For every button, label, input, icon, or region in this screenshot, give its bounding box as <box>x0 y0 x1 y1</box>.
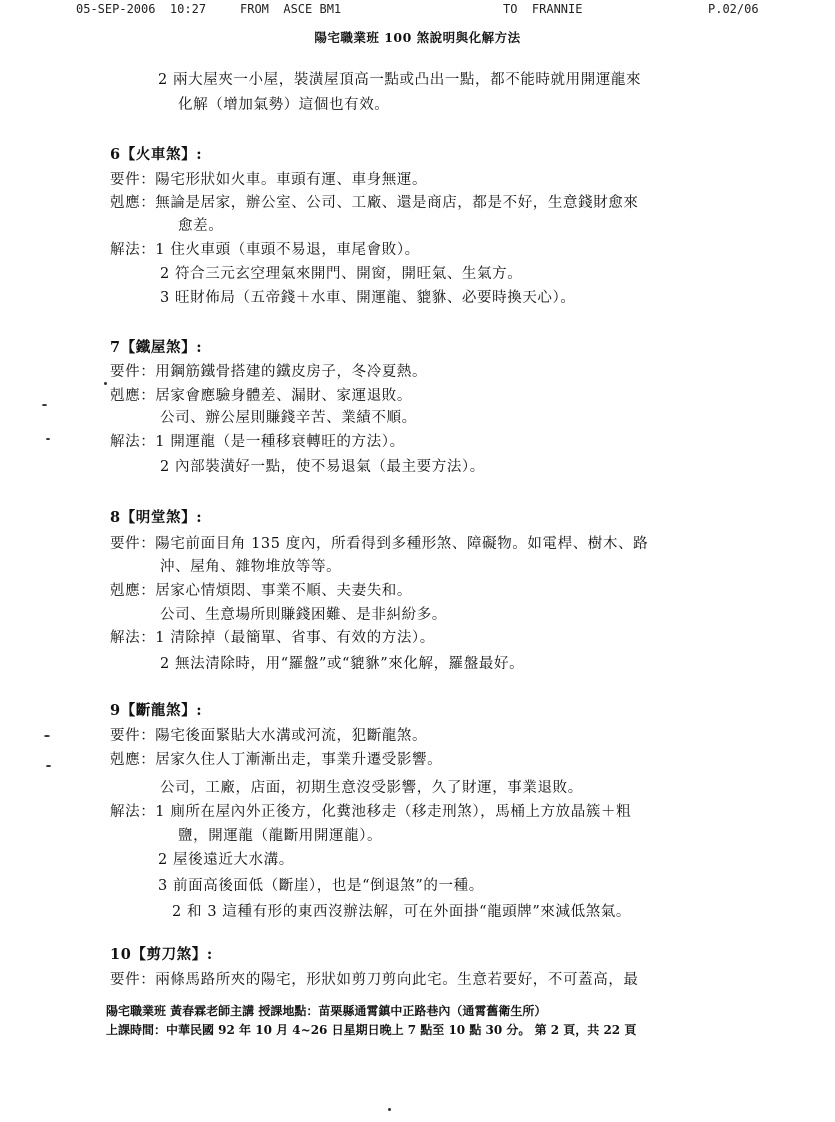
section-9-solution-4: 2 和 3 這種有形的東西沒辦法解，可在外面掛“龍頭牌”來減低煞氣。 <box>172 904 632 920</box>
section-7-effect-2: 公司、辦公屋則賺錢辛苦、業績不順。 <box>160 410 417 426</box>
section-8-effect-1: 剋應：居家心情煩悶、事業不順、夫妻失和。 <box>110 583 412 599</box>
section-7-solution-1: 解法：1 開運龍（是一種移衰轉旺的方法）。 <box>110 434 405 450</box>
scan-speck <box>42 404 47 406</box>
section-9-effect-2: 公司，工廠，店面，初期生意沒受影響，久了財運，事業退敗。 <box>160 780 583 796</box>
fax-to: TO FRANNIE <box>503 2 583 16</box>
section-7-solution-2: 2 內部裝潢好一點，使不易退氣（最主要方法）。 <box>160 459 485 475</box>
intro-line-2: 化解（增加氣勢）這個也有效。 <box>178 97 390 113</box>
scan-speck <box>46 765 51 767</box>
section-8-requirement-1: 要件：陽宅前面目角 135 度內，所看得到多種形煞、障礙物。如電桿、樹木、路 <box>110 536 649 552</box>
section-7-effect-1: 剋應：居家會應驗身體差、漏財、家運退敗。 <box>110 388 412 404</box>
scan-speck <box>104 382 107 385</box>
fax-page: P.02/06 <box>708 2 759 16</box>
section-9-solution-2: 2 屋後遠近大水溝。 <box>158 852 294 868</box>
section-10-requirement: 要件：兩條馬路所夾的陽宅，形狀如剪刀剪向此宅。生意若要好，不可蓋高，最 <box>110 972 639 988</box>
footer-course-info: 陽宅職業班 黃春霖老師主講 授課地點：苗栗縣通霄鎮中正路巷內（通霄舊衛生所） <box>106 1004 547 1018</box>
section-9-effect-1: 剋應：居家久住人丁漸漸出走，事業升遷受影響。 <box>110 752 443 768</box>
section-6-requirement: 要件：陽宅形狀如火車。車頭有運、車身無運。 <box>110 172 428 188</box>
section-10-heading: 10【剪刀煞】: <box>110 946 213 963</box>
scan-speck <box>388 1108 391 1111</box>
footer-schedule-page: 上課時間：中華民國 92 年 10 月 4~26 日星期日晚上 7 點至 10 點 30 分。 第 2 頁，共 22 頁 <box>106 1023 637 1037</box>
section-6-effect-1: 剋應：無論是居家，辦公室、公司、工廠、還是商店，都是不好，生意錢財愈來 <box>110 195 639 211</box>
fax-header <box>0 2 835 20</box>
scan-speck <box>46 438 50 440</box>
intro-line-1: 2 兩大屋夾一小屋，裝潢屋頂高一點或凸出一點，都不能時就用開運龍來 <box>158 72 642 88</box>
section-9-solution-1: 解法：1 廁所在屋內外正後方，化糞池移走（移走刑煞），馬桶上方放晶簇＋粗 <box>110 804 632 820</box>
section-6-effect-2: 愈差。 <box>178 218 224 234</box>
section-8-solution-1: 解法：1 清除掉（最簡單、省事、有效的方法）。 <box>110 630 435 646</box>
fax-from: FROM ASCE BM1 <box>240 2 342 16</box>
section-8-heading: 8【明堂煞】: <box>110 509 203 526</box>
section-8-solution-2: 2 無法清除時，用“羅盤”或“貔貅”來化解，羅盤最好。 <box>160 656 525 672</box>
section-7-requirement: 要件：用鋼筋鐵骨搭建的鐵皮房子，冬冷夏熱。 <box>110 364 428 380</box>
section-6-solution-2: 2 符合三元玄空理氣來開門、開窗，開旺氣、生氣方。 <box>160 266 523 282</box>
section-9-heading: 9【斷龍煞】: <box>110 702 203 719</box>
section-8-effect-2: 公司、生意場所則賺錢困難、是非糾紛多。 <box>160 607 447 623</box>
section-6-heading: 6【火車煞】: <box>110 146 203 163</box>
fax-datetime: 05-SEP-2006 10:27 <box>76 2 207 16</box>
scan-speck <box>44 735 50 737</box>
section-8-requirement-2: 沖、屋角、雜物堆放等等。 <box>160 559 342 575</box>
section-9-solution-1b: 鹽，開運龍（龍斷用開運龍）。 <box>178 828 383 844</box>
section-6-solution-3: 3 旺財佈局（五帝錢＋水車、開運龍、貔貅、必要時換天心）。 <box>160 290 576 306</box>
section-9-solution-3: 3 前面高後面低（斷崖），也是“倒退煞”的一種。 <box>158 878 484 894</box>
section-7-heading: 7【鐵屋煞】: <box>110 339 203 356</box>
document-title: 陽宅職業班 100 煞說明與化解方法 <box>314 30 521 45</box>
section-6-solution-1: 解法：1 住火車頭（車頭不易退，車尾會敗）。 <box>110 242 420 258</box>
section-9-requirement: 要件：陽宅後面緊貼大水溝或河流，犯斷龍煞。 <box>110 728 428 744</box>
